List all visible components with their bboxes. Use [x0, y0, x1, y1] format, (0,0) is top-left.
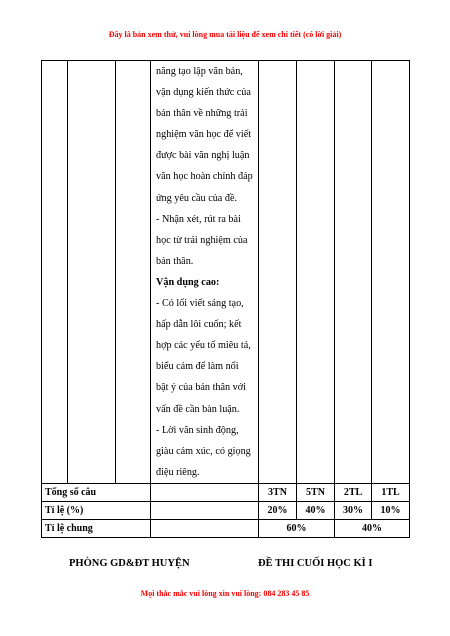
total-value: 5TN	[297, 483, 335, 501]
overall-ratio-label: Tỉ lệ chung	[42, 519, 151, 537]
ratio-label: Tỉ lệ (%)	[42, 501, 151, 519]
desc-line: được bài văn nghị luận	[156, 150, 250, 162]
ratio-value: 40%	[297, 501, 335, 519]
desc-line: năng tạo lập văn bản,	[156, 66, 243, 77]
description-row	[42, 61, 410, 484]
desc-line: học từ trải nghiệm của	[156, 234, 248, 246]
desc-line: bản thân về những trải	[156, 108, 248, 120]
total-value: 1TL	[372, 483, 410, 501]
ratio-value: 20%	[259, 501, 297, 519]
total-value: 2TL	[335, 483, 372, 501]
ratio-value: 30%	[335, 501, 372, 519]
ratio-value: 10%	[372, 501, 410, 519]
overall-ratio-value: 60%	[259, 519, 335, 537]
empty-cell	[151, 519, 259, 537]
empty-cell	[259, 61, 297, 484]
empty-cell	[297, 61, 335, 484]
empty-cell	[42, 61, 68, 484]
desc-line: bản thân.	[156, 255, 194, 267]
desc-line: hấp dẫn lôi cuốn; kết	[156, 319, 242, 331]
contact-banner: Mọi thắc mắc vui lòng xin vui lòng: 084 283 45 85	[140, 589, 310, 598]
assessment-matrix-table	[41, 60, 410, 538]
overall-ratio-row	[42, 519, 410, 537]
desc-line: vận dụng kiến thức của	[156, 87, 251, 99]
empty-cell	[68, 61, 116, 484]
desc-line: hợp các yếu tố miêu tả,	[156, 340, 251, 352]
desc-line: - Lời văn sinh động,	[156, 424, 239, 436]
empty-cell	[151, 483, 259, 501]
ratio-row	[42, 501, 410, 519]
empty-cell	[335, 61, 372, 484]
empty-cell	[151, 501, 259, 519]
total-questions-row	[42, 483, 410, 501]
preview-banner: Đây là bản xem thử, vui lòng mua tài liệu để xem chi tiết (có lời giải)	[108, 30, 342, 39]
advanced-application-heading: Vận dụng cao:	[156, 276, 220, 288]
desc-line: điệu riêng.	[156, 466, 200, 478]
empty-cell	[116, 61, 151, 484]
total-questions-label: Tổng số câu	[42, 483, 151, 501]
desc-line: ứng yêu cầu của đề.	[156, 192, 238, 204]
department-heading: PHÒNG GD&ĐT HUYỆN	[69, 558, 190, 569]
desc-line: vấn đề cần bàn luận.	[156, 403, 240, 415]
exam-title-heading: ĐỀ THI CUỐI HỌC KÌ I	[258, 558, 373, 569]
total-value: 3TN	[259, 483, 297, 501]
desc-line: biểu cảm để làm nổi	[156, 361, 239, 373]
empty-cell	[372, 61, 410, 484]
requirement-description-cell	[151, 61, 259, 484]
desc-line: văn học hoàn chỉnh đáp	[156, 171, 253, 183]
desc-line: giàu cảm xúc, có giọng	[156, 445, 251, 457]
overall-ratio-value: 40%	[335, 519, 410, 537]
desc-line: - Có lối viết sáng tạo,	[156, 298, 244, 310]
desc-line: - Nhận xét, rút ra bài	[156, 213, 241, 225]
desc-line: bật ý của bản thân với	[156, 382, 246, 394]
desc-line: nghiệm văn học để viết	[156, 129, 252, 141]
